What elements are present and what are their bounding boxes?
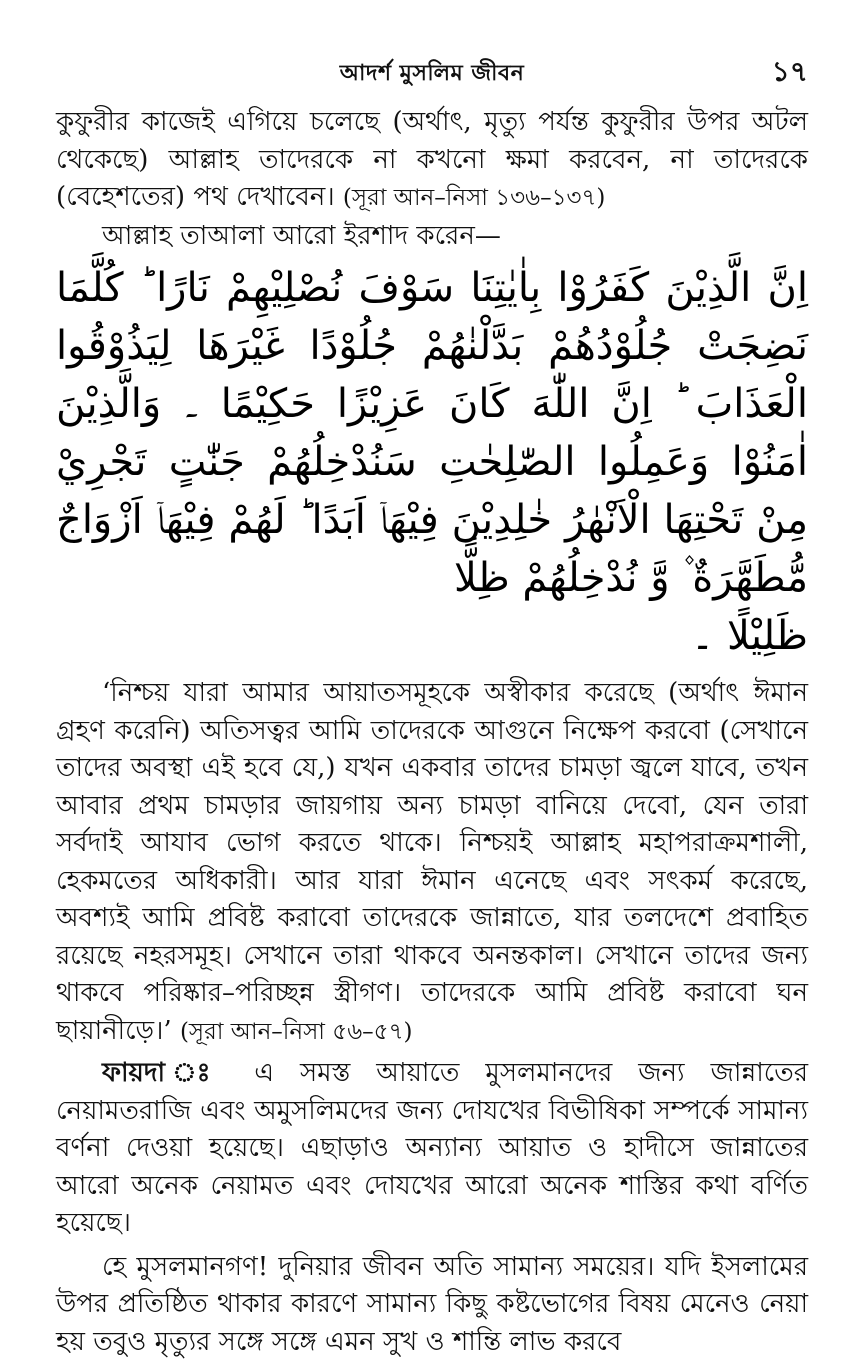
paragraph-translation (56, 675, 808, 1051)
page-number: ১৭ (772, 50, 808, 97)
paragraph-exhortation: হে মুসলমানগণ! দুনিয়ার জীবন অতি সামান্য সময়ের। যদি ইসলামের উপর প্রতিষ্ঠিত থাকার কারণে সামান্য কিছু কষ্টভোগের বিষয় মেনেও নেয়া হয় তবুও মৃত্যুর সঙ্গে সঙ্গে এমন সুখ ও শান্তি লাভ করবে (56, 1249, 808, 1361)
paragraph-3-text: ‘নিশ্চয় যারা আমার আয়াতসমূহকে অস্বীকার করেছে (অর্থাৎ ঈমান গ্রহণ করেনি) অতিসত্বর আমি তাদেরকে আগুনে নিক্ষেপ করবো (সেখানে তাদের অবস্থা এই হবে যে,) যখন একবার তাদের চামড়া জ্বলে যাবে, তখন আবার প্রথম চামড়ার জায়গায় অন্য চামড়া বানিয়ে দেবো, যেন তারা সর্বদাই আযাব ভোগ করতে থাকে। নিশ্চয়ই আল্লাহ মহাপরাক্রমশালী, হেকমতের অধিকারী। আর যারা ঈমান এনেছে এবং সৎকর্ম করেছে, অবশ্যই আমি প্রবিষ্ট করাবো তাদেরকে জান্নাতে, যার তলদেশে প্রবাহিত রয়েছে নহরসমূহ। সেখানে তারা থাকবে অনন্তকাল। সেখানে তাদের জন্য থাকবে পরিষ্কার–পরিচ্ছন্ন স্ত্রীগণ। তাদেরকে আমি প্রবিষ্ট করাবো ঘন ছায়ানীড়ে।’ (56, 678, 808, 1046)
running-title: আদর্শ মুসলিম জীবন (56, 56, 808, 93)
surah-reference-2: (সূরা আন–নিসা ৫৬–৫৭) (180, 1019, 413, 1045)
paragraph-intro: আল্লাহ তাআলা আরো ইরশাদ করেন— (56, 218, 808, 256)
arabic-verse-last-word: ظَلِيْلًا ۔ (56, 607, 808, 665)
paragraph-continuation (56, 104, 808, 218)
paragraph-benefit (56, 1055, 808, 1243)
benefit-label: ফায়দা ঃ (102, 1058, 228, 1088)
arabic-verse-text: اِنَّ الَّذِيْنَ كَفَرُوْا بِاٰيٰتِنَا سَوْفَ نُصْلِيْهِمْ نَارًا ؕ كُلَّمَا نَضِجَتْ جُلُوْدُهُمْ بَدَّلْنٰهُمْ جُلُوْدًا غَيْرَهَا لِيَذُوْقُوا الْعَذَابَ ؕ اِنَّ اللّٰهَ كَانَ عَزِيْزًا حَكِيْمًا ۔ وَالَّذِيْنَ اٰمَنُوْا وَعَمِلُوا الصّٰلِحٰتِ سَنُدْخِلُهُمْ جَنّٰتٍ تَجْرِيْ مِنْ تَحْتِهَا الْاَنْهٰرُ خٰلِدِيْنَ فِيْهَاۤ اَبَدًا ؕ لَهُمْ فِيْهَاۤ اَزْوَاجٌ مُّطَهَّرَةٌ ۫ وَّ نُدْخِلُهُمْ ظِلًّا (56, 265, 808, 601)
arabic-verse (56, 259, 808, 665)
surah-reference-1: (সূরা আন–নিসা ১৩৬–১৩৭) (343, 185, 605, 211)
paragraph-1-text: কুফুরীর কাজেই এগিয়ে চলেছে (অর্থাৎ, মৃত্যু পর্যন্ত কুফুরীর উপর অটল থেকেছে) আল্লাহ তাদেরকে না কখনো ক্ষমা করবেন, না তাদেরকে (বেহেশতের) পথ দেখাবেন। (56, 107, 808, 212)
running-header (56, 50, 808, 94)
paragraph-4-text: এ সমস্ত আয়াতে মুসলমানদের জন্য জান্নাতের নেয়ামতরাজি এবং অমুসলিমদের জন্য দোযখের বিভীষিকা সম্পর্কে সামান্য বর্ণনা দেওয়া হয়েছে। এছাড়াও অন্যান্য আয়াত ও হাদীসে জান্নাতের আরো অনেক নেয়ামত এবং দোযখের আরো অনেক শাস্তির কথা বর্ণিত হয়েছে। (56, 1058, 808, 1238)
